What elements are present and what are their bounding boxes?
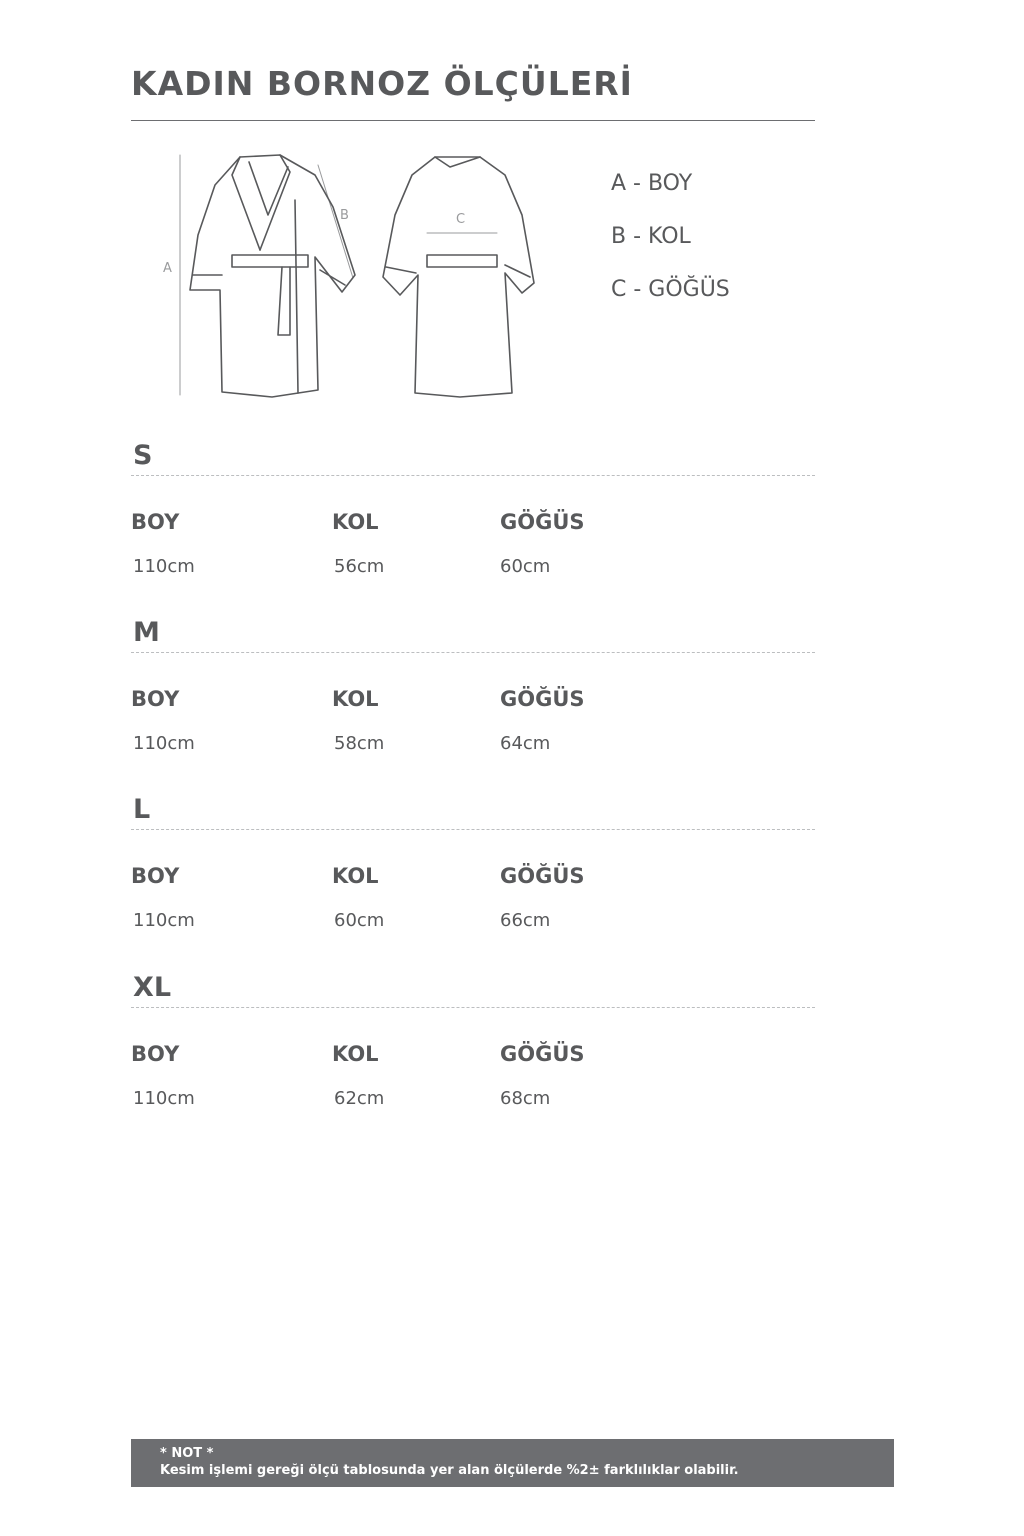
column-header-kol: KOL (332, 864, 379, 888)
size-block-l (131, 794, 815, 954)
page-title: KADIN BORNOZ ÖLÇÜLERİ (131, 64, 633, 103)
title-divider (131, 120, 815, 121)
column-header-kol: KOL (332, 1042, 379, 1066)
value-kol: 56cm (334, 556, 385, 577)
legend-item-kol: B - KOL (611, 224, 691, 249)
size-divider (131, 829, 815, 830)
robe-diagram (150, 145, 570, 410)
size-divider (131, 475, 815, 476)
value-kol: 60cm (334, 910, 385, 931)
value-gogus: 60cm (500, 556, 551, 577)
column-header-kol: KOL (332, 687, 379, 711)
column-header-gogus: GÖĞÜS (500, 1042, 585, 1066)
size-label: S (133, 440, 153, 471)
size-divider (131, 652, 815, 653)
value-boy: 110cm (133, 1088, 195, 1109)
note-heading: * NOT * (160, 1446, 214, 1461)
size-label: L (133, 794, 151, 825)
size-label: XL (133, 972, 172, 1003)
column-header-boy: BOY (131, 510, 180, 534)
legend-item-gogus: C - GÖĞÜS (611, 277, 730, 302)
column-header-gogus: GÖĞÜS (500, 864, 585, 888)
size-block-xl (131, 972, 815, 1132)
value-boy: 110cm (133, 733, 195, 754)
column-header-gogus: GÖĞÜS (500, 687, 585, 711)
value-gogus: 64cm (500, 733, 551, 754)
value-kol: 58cm (334, 733, 385, 754)
column-header-gogus: GÖĞÜS (500, 510, 585, 534)
size-divider (131, 1007, 815, 1008)
label-a: A (163, 261, 172, 276)
value-boy: 110cm (133, 910, 195, 931)
column-header-kol: KOL (332, 510, 379, 534)
label-c: C (456, 212, 466, 227)
label-b: B (340, 208, 349, 223)
column-header-boy: BOY (131, 1042, 180, 1066)
note-box (131, 1439, 894, 1487)
size-label: M (133, 617, 160, 648)
note-text: Kesim işlemi gereği ölçü tablosunda yer alan ölçülerde %2± farklılıklar olabilir. (160, 1463, 739, 1478)
value-kol: 62cm (334, 1088, 385, 1109)
robe-back-drawing (383, 157, 534, 397)
size-block-m (131, 617, 815, 777)
size-block-s (131, 440, 815, 600)
robe-front-drawing (190, 155, 355, 397)
column-header-boy: BOY (131, 687, 180, 711)
value-gogus: 66cm (500, 910, 551, 931)
value-boy: 110cm (133, 556, 195, 577)
measurement-legend (611, 170, 730, 329)
legend-item-boy: A - BOY (611, 171, 693, 196)
column-header-boy: BOY (131, 864, 180, 888)
value-gogus: 68cm (500, 1088, 551, 1109)
